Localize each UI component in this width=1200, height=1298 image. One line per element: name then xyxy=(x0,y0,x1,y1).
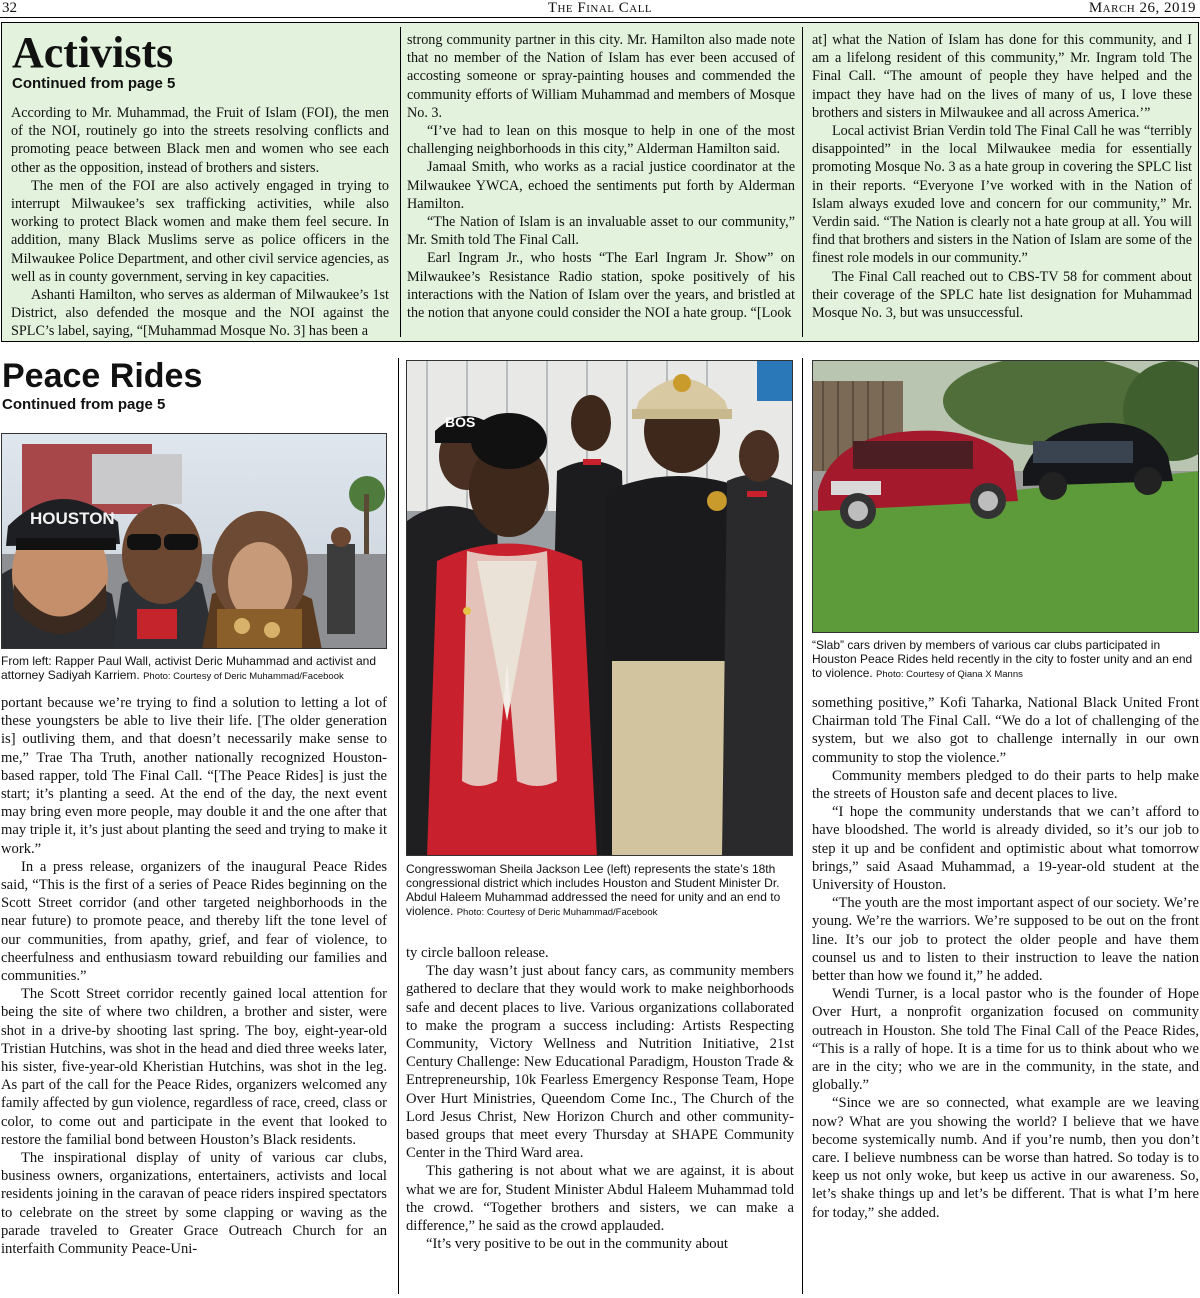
photo-slab-cars xyxy=(812,360,1199,633)
cap-lettering: BOS xyxy=(445,414,476,430)
peace-column-3 xyxy=(812,694,1199,1296)
peace-rides-headline: Peace Rides xyxy=(2,357,203,395)
hat-lettering: HOUSTON xyxy=(30,509,115,528)
photo-selfie-caption xyxy=(1,654,389,684)
selfie-photo-illustration xyxy=(2,434,387,649)
caption-text: Congresswoman Sheila Jackson Lee (left) represents the state’s 18th congressional district which includes Houston and Student Minister Dr. Abdul Haleem Muhammad addressed the need for unity and an end to violence. xyxy=(406,862,781,918)
paragraph: “It’s very positive to be out in the community about xyxy=(426,1236,728,1253)
paragraph: Local activist Brian Verdin told The Final Call he was “terribly disappointed” in the local Milwaukee media for essentially promoting Mosque No. 3 as a hate group in covering the SPLC list in their reports. “Everyone I’ve worked with in the Nation of Islam always exuded love and concern for our community,” Mr. Verdin said. “The Nation is clearly not a hate group at all. You will find that brothers and sisters in the Nation of Islam are some of the finest role models in our community.” xyxy=(812,123,1192,267)
paragraph: Community members pledged to do their parts to help make the streets of Houston safe and decent places to live. xyxy=(812,767,1199,803)
activists-column-3 xyxy=(812,31,1192,340)
paragraph: strong community partner in this city. Mr. Hamilton also made note that no member of the Nation of Islam has ever been accused of accosting someone or spray-painting houses and commended the community efforts of William Muhammad and members of Mosque No. 3. xyxy=(407,32,795,121)
peace-column-1 xyxy=(1,694,387,1296)
activists-headline-block xyxy=(12,28,176,92)
paragraph: ty circle balloon release. xyxy=(406,945,549,961)
activists-article xyxy=(1,22,1199,342)
paragraph: According to Mr. Muhammad, the Fruit of Islam (FOI), the men of the NOI, routinely go into the streets resolving conflicts and promoting peace between Black men and women who see each other as the opposition, instead of brothers and sisters. xyxy=(11,105,389,176)
paragraph: “I hope the community understands that we can’t afford to have bloodshed. The world is already divided, so it’s our job to step it up and be confident and optimistic about what tomorrow brings,” said Asaad Muhammad, a 19-year-old student at the University of Houston. xyxy=(812,804,1199,894)
paragraph: portant because we’re trying to find a solution to letting a lot of these youngsters be able to live their life. [The older generation is] outliving them, and that doesn’t necessarily make sense to me,” Trae Tha Truth, another nationally recognized Houston-based rapper, told The Final Call. “[The Peace Rides] is just the start; it’s planting a seed. At the end of the day, the next event may bring even more people, may double it and the one after that may triple it, it’s just about planting the seed and trying to make it work.” xyxy=(1,695,387,857)
paragraph: The Final Call reached out to CBS-TV 58 for comment about their coverage of the SPLC hate list designation for Muhammad Mosque No. 3, but was unsuccessful. xyxy=(812,268,1192,322)
photo-credit: Photo: Courtesy of Deric Muhammad/Facebook xyxy=(143,671,344,682)
photo-congresswoman xyxy=(406,360,793,856)
column-rule xyxy=(398,358,399,1294)
cars-photo-illustration xyxy=(813,361,1199,633)
paragraph: “The Nation of Islam is an invaluable asset to our community,” Mr. Smith told The Final Call. xyxy=(407,214,795,249)
page-number: 32 xyxy=(2,0,17,16)
activists-headline: Activists xyxy=(12,28,174,77)
paragraph: Jamaal Smith, who works as a racial justice coordinator at the Milwaukee YWCA, echoed the sentiments put forth by Alderman Hamilton. xyxy=(407,159,795,212)
photo-selfie xyxy=(1,433,387,649)
caption-text: From left: Rapper Paul Wall, activist Deric Muhammad and activist and attorney Sadiyah Karriem. xyxy=(1,654,377,682)
paragraph: The Scott Street corridor recently gained local attention for being the site of where two children, a brother and sister, were shot in a drive-by shooting last spring. The boy, eight-year-old Tristian Hutchins, was shot in the head and died three weeks later, his sister, five-year-old Kheristian Hutchins, was shot in the leg. As part of the call for the Peace Rides, organizers welcomed any family affected by gun violence, regardless of race, creed, class or color, to come out and participate in the event that looked to restore the familial bond between Houston’s Black residents. xyxy=(1,986,387,1148)
photo-slab-cars-caption xyxy=(812,638,1200,682)
paragraph: something positive,” Kofi Taharka, National Black United Front Chairman told The Final Call. “We do a lot of challenging of the system, but we also got to challenge internally in our own community to stop the violence.” xyxy=(812,695,1199,766)
paragraph: Ashanti Hamilton, who serves as alderman of Milwaukee’s 1st District, also defended the mosque and the NOI against the SPLC’s label, saying, “[Muhammad Mosque No. 3] has been a xyxy=(11,287,389,340)
photo-credit: Photo: Courtesy of Qiana X Manns xyxy=(876,669,1023,680)
column-rule xyxy=(802,358,803,1294)
photo-credit: Photo: Courtesy of Deric Muhammad/Facebook xyxy=(456,907,658,918)
paragraph: “Since we are so connected, what example are we leaving now? What are you showing the world? I believe that we have become systemically numb. And if you’re numb, then you don’t care. I believe numbness can be worse than hatred. So today is to keep us not only woke, but keep us active in our awareness. So, let’s shake things up and let’s be different. That is what I’m here for today,” she added. xyxy=(812,1095,1199,1221)
paragraph: “The youth are the most important aspect of our society. We’re young. We’re the warriors. We’re supposed to be out on the front line. It’s our job to protect the older people and have them counsel us and to listen to their instruction to leave the nation better than how we found it,” he added. xyxy=(812,895,1199,985)
paragraph: In a press release, organizers of the inaugural Peace Rides said, “This is the first of a series of Peace Rides beginning on the Scott Street corridor (and other targeted neighborhoods in the near future) to promote peace, and thereby lift the tone level of our communities, from apathy, grief, and fear of violence, to cheerfulness and enthusiasm toward rebuilding our families and communities.” xyxy=(1,858,387,985)
photo-congresswoman-caption xyxy=(406,862,793,920)
page-header xyxy=(0,0,1200,18)
peace-rides-continued: Continued from page 5 xyxy=(2,396,166,413)
activists-continued: Continued from page 5 xyxy=(12,75,176,92)
caption-text: “Slab” cars driven by members of various car clubs participated in Houston Peace Rides held recently in the city to foster unity and an end to violence. xyxy=(812,638,1193,680)
column-rule xyxy=(400,27,401,337)
congresswoman-photo-illustration xyxy=(407,361,793,856)
peace-column-2 xyxy=(406,944,794,1296)
paragraph: This gathering is not about what we are against, it is about what we are for, Student Minister Abdul Haleem Muhammad told the crowd. “Together brothers and sisters, we can make a difference,” he said as the crowd applauded. xyxy=(406,1163,794,1235)
activists-column-2 xyxy=(407,31,795,340)
paragraph: Wendi Turner, is a local pastor who is the founder of Hope Over Hurt, a nonprofit organization focused on community outreach in Houston. She told The Final Call of the Peace Rides, “This is a rally of hope. It is a time for us to think about who we are in the city; who we are in the community, in the state, and globally.” xyxy=(812,986,1199,1094)
paragraph: The inspirational display of unity of various car clubs, business owners, organizations, entertainers, activists and local residents joining in the caravan of peace riders inspired spectators to celebrate on the street by some clapping or waving as the parade traveled to Greater Grace Outreach Church for an interfaith Community Peace-Uni- xyxy=(1,1150,387,1258)
paragraph: “I’ve had to lean on this mosque to help in one of the most challenging neighborhoods in this city,” Alderman Hamilton said. xyxy=(407,123,795,158)
activists-column-1 xyxy=(11,104,389,340)
paragraph: The men of the FOI are also actively engaged in trying to interrupt Milwaukee’s sex trafficking activities, while also working to protect Black women and make them feel secure. In addition, many Black Muslims serve as police officers in the Milwaukee Police Department, and other civil service agencies, as well as in county government, serving in key capacities. xyxy=(11,177,389,285)
paragraph: at] what the Nation of Islam has done for this community, and I am a lifelong resident of this community,” Mr. Ingram told The Final Call. “The amount of people they have helped and the impact they have had on the lives of many of us, I love these brothers and sisters in Milwaukee and all across America.’” xyxy=(812,32,1192,121)
paragraph: Earl Ingram Jr., who hosts “The Earl Ingram Jr. Show” on Milwaukee’s Resistance Radio station, spoke positively of his interactions with the Nation of Islam over the years, and bristled at the notion that anyone could consider the NOI a hate group. “[Look xyxy=(407,250,795,322)
issue-date: March 26, 2019 xyxy=(1088,0,1196,16)
publication-name: The Final Call xyxy=(547,0,653,16)
column-rule xyxy=(802,27,803,337)
paragraph: The day wasn’t just about fancy cars, as community members gathered to declare that they would work to make neighborhoods safe and decent places to live. Various organizations collaborated to make the program a success including: Artists Respecting Community, Victory Wellness and Nutrition Initiative, 21st Century Challenge: New Educational Paradigm, Houston Trade & Entrepreneurship, 10k Fearless Emergency Response Team, Hope Over Hurt Ministries, Queendom Come Inc., The Church of the Lord Jesus Christ, New Horizon Church and other community-based groups that meet every Thursday at SHAPE Community Center in the Third Ward area. xyxy=(406,963,794,1162)
